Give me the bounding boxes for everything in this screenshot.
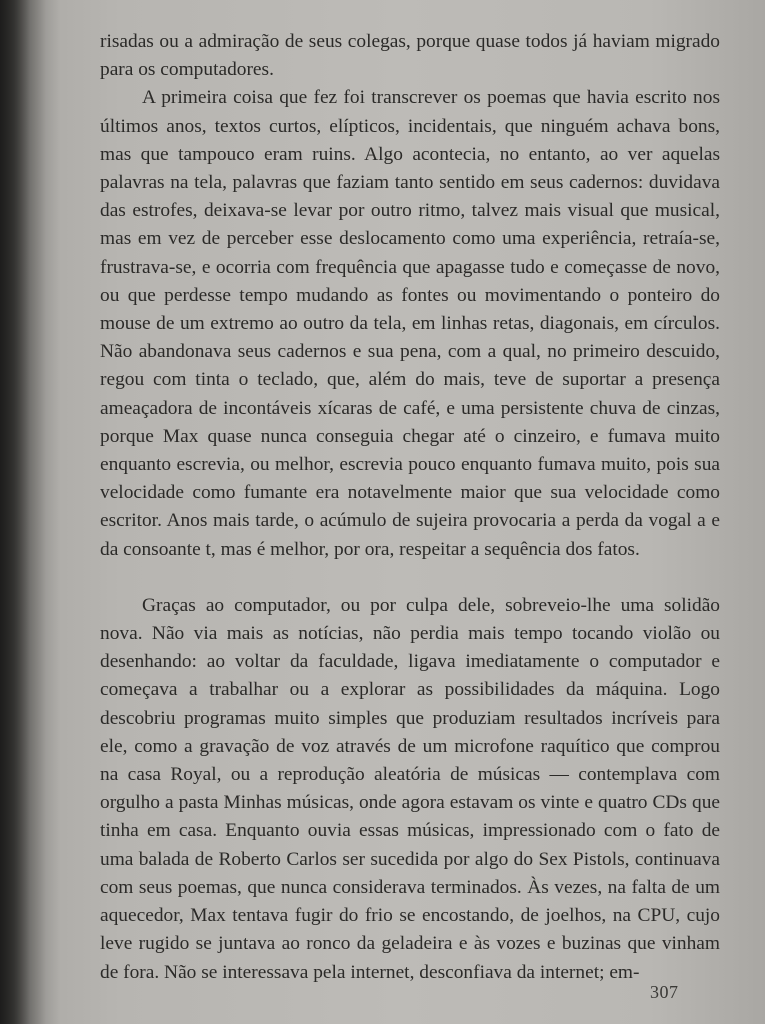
paragraph-continuation: risadas ou a admiração de seus colegas, porque quase todos já haviam migrado para os computadores. [100, 31, 720, 81]
paragraph-computer-solitude: Graças ao computador, ou por culpa dele, sobreveio-lhe uma solidão nova. Não via mais as notícias, não perdia mais tempo tocando violão ou desenhando: ao voltar da faculdade, ligava imediatamente o computador e começava a trabalhar ou a explorar as possibilidades da máquina. Logo descobriu programas muito simples que produziam resultados incríveis para ele, como a gravação de voz através de um microfone raquítico que comprou na casa Royal, ou a reprodução aleatória de músicas — contemplava com orgulho a pasta Minhas músicas, onde agora estavam os vinte e quatro CDs que tinha em casa. Enquanto ouvia essas músicas, impressionado com o fato de uma balada de Roberto Carlos ser sucedida por algo do Sex Pistols, continuava com seus poemas, que nunca considerava terminados. Às vezes, na falta de um aquecedor, Max tentava fugir do frio se encostando, de joelhos, na CPU, cujo leve rugido se juntava ao ronco da geladeira e às vozes e buzinas que vinham de fora. Não se interessava pela internet, desconfiava da internet; em- [100, 594, 720, 983]
page-number: 307 [650, 982, 679, 1002]
book-gutter-shadow [0, 0, 60, 1024]
paragraph-first-thing: A primeira coisa que fez foi transcrever os poemas que havia escrito nos últimos anos, textos curtos, elípticos, incidentais, que ninguém achava bons, mas que tampouco eram ruins. Algo acontecia, no entanto, ao ver aquelas palavras na tela, palavras que faziam tanto sentido em seus cadernos: duvidava das estrofes, deixava-se levar por outro ritmo, talvez mais visual que musical, mas em vez de perceber esse deslocamento como uma experiência, retraía-se, frustrava-se, e ocorria com frequência que apagasse tudo e começasse de novo, ou que perdesse tempo mudando as fontes ou movimentando o ponteiro do mouse de um extremo ao outro da tela, em linhas retas, diagonais, em círculos. Não abandonava seus cadernos e sua pena, com a qual, no primeiro descuido, regou com tinta o teclado, que, além do mais, teve de suportar a presença ameaçadora de incontáveis xícaras de café, e uma persistente chuva de cinzas, porque Max quase nunca conseguia chegar até o cinzeiro, e fumava muito enquanto escrevia, ou melhor, escrevia pouco enquanto fumava muito, pois sua velocidade como fumante era notavelmente maior que sua velocidade como escritor. Anos mais tarde, o acúmulo de sujeira provocaria a perda da vogal a e da consoante t, mas é melhor, por ora, respeitar a sequência dos fatos. [100, 87, 720, 560]
book-page-text [100, 28, 720, 987]
